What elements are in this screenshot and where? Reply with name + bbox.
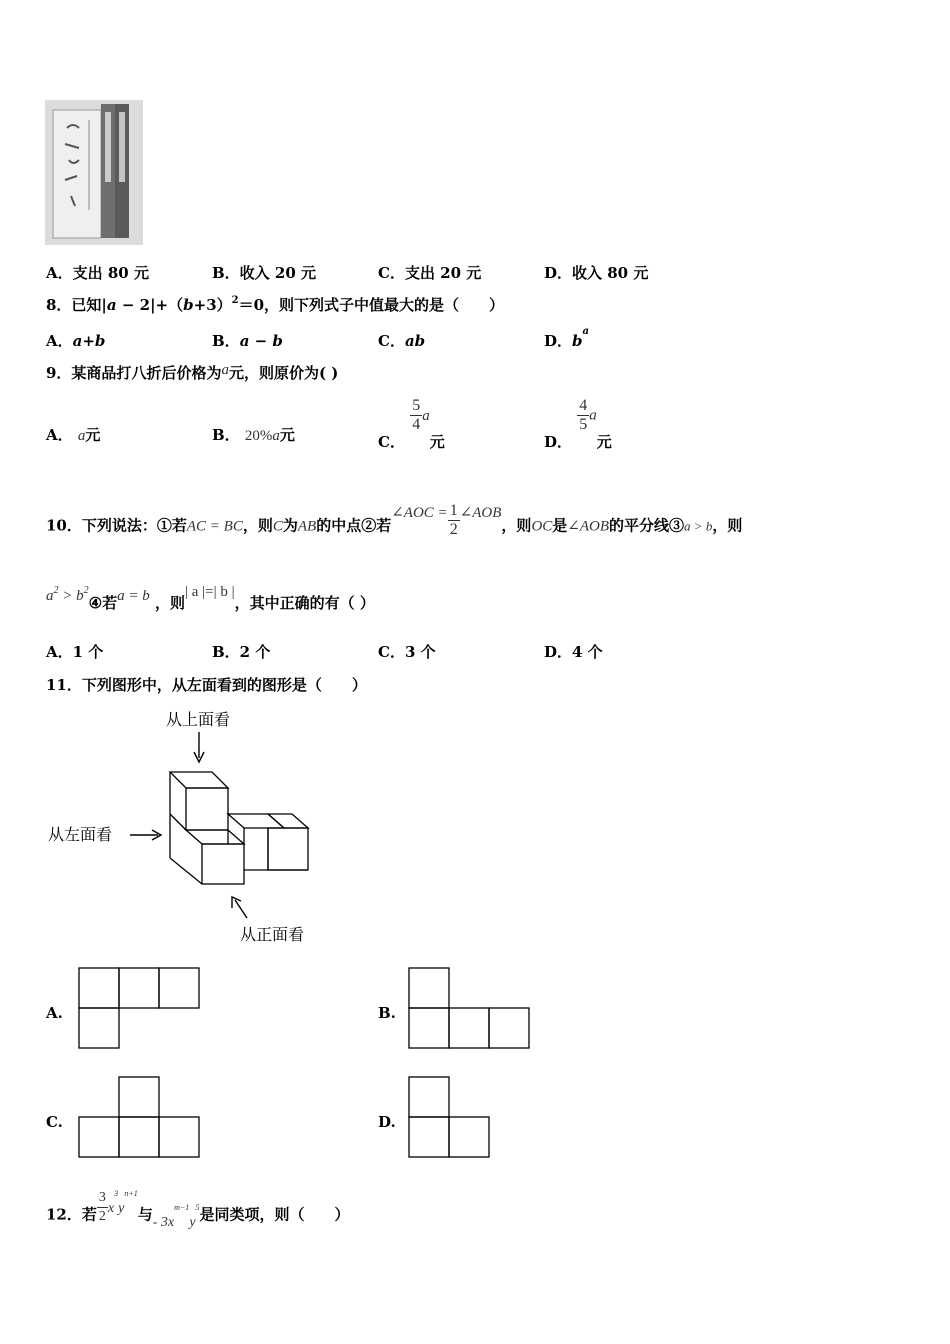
q11-option-c-figure[interactable]	[78, 1076, 204, 1160]
q8-question	[46, 296, 504, 314]
q10-frac-den: 2	[449, 521, 458, 538]
q8-var-a: a	[106, 296, 117, 314]
q10-m3: AB	[297, 518, 317, 535]
q9-option-b-value: 20%	[244, 428, 273, 444]
q11-option-b-label[interactable]: B.	[378, 1004, 396, 1022]
q8-num: 8．已知|	[46, 296, 107, 314]
q10-s5: ，则	[501, 516, 532, 535]
q12-term2: - $3x^{m-1}y^5$	[152, 1203, 200, 1230]
q11-left-label: 从左面看	[48, 825, 113, 844]
q12-post: 是同类项，则（ ）	[199, 1205, 350, 1224]
q11-option-b-figure[interactable]	[408, 967, 534, 1051]
q9-option-d-label: D．	[544, 432, 573, 451]
q10-s8: ，则	[712, 516, 743, 535]
q12-frac-num: 3	[97, 1189, 108, 1208]
q10-m1: AC = BC	[186, 518, 243, 535]
book-photo	[45, 100, 143, 245]
q10-s1: 10．下列说法：①若	[46, 516, 187, 535]
q11-option-a-label[interactable]: A.	[46, 1004, 63, 1022]
q9-option-c-fraction	[410, 397, 422, 434]
q8-option-d-label: D．	[544, 332, 573, 350]
q8-part2: +3）	[193, 296, 232, 314]
q10-frac-num: 1	[449, 502, 458, 519]
q11-cubes	[170, 772, 308, 884]
q9-option-b-unit: 元	[279, 426, 295, 444]
q8-option-b[interactable]	[212, 330, 283, 351]
q12-fraction	[97, 1189, 108, 1226]
q10-m2: C	[272, 518, 283, 535]
q9-question	[46, 364, 338, 383]
q9-option-a-unit: 元	[85, 426, 101, 444]
q8-option-c-expr: ab	[404, 332, 426, 350]
q12-frac-den: 2	[98, 1209, 106, 1224]
q9-option-b[interactable]	[212, 424, 295, 445]
q12-num: 12．若	[46, 1205, 97, 1224]
q8-option-d-base: b	[572, 332, 583, 350]
q10-l2-m4: | a |=| b |	[184, 584, 235, 600]
q9-pre: 9．某商品打八折后价格为	[46, 364, 222, 382]
q12-term1: $x^3y^{n+1}$	[107, 1189, 138, 1216]
q8-option-a[interactable]	[46, 330, 105, 351]
q11-option-a-figure[interactable]	[78, 967, 203, 1051]
q11-option-d-figure[interactable]	[408, 1076, 494, 1160]
q12-mid: 与	[137, 1205, 153, 1224]
q10-fraction	[448, 502, 460, 539]
q10-l2-s1: ④若	[88, 594, 118, 612]
q11-option-d-label[interactable]: D.	[378, 1113, 396, 1131]
q10-option-d[interactable]: D．4 个	[544, 643, 603, 661]
q9-option-c-unit: 元	[429, 432, 445, 451]
q8-part1: − 2|+（	[116, 296, 184, 314]
q8-option-b-expr: a − b	[239, 332, 283, 350]
q9-option-c-numerator: 5	[412, 397, 421, 414]
q10-m8: a > b	[684, 518, 713, 534]
q12-question	[46, 1189, 350, 1234]
q9-option-c[interactable]	[378, 397, 445, 451]
q10-line2	[46, 584, 375, 613]
q8-option-c[interactable]	[378, 330, 425, 351]
q10-l2-m3: a = b	[117, 588, 150, 604]
q10-s6: 是	[552, 516, 568, 535]
q8-option-a-expr: a+b	[72, 332, 106, 350]
q9-option-c-denominator: 4	[412, 416, 421, 433]
q7-option-d[interactable]: D．收入 80 元	[544, 264, 649, 282]
q9-var: a	[221, 362, 229, 378]
q8-option-a-label: A．	[46, 332, 73, 350]
q8-option-c-label: C．	[378, 332, 405, 350]
q9-option-d-unit: 元	[596, 432, 612, 451]
q8-part3: ＝0，则下列式子中值最大的是（ ）	[238, 296, 505, 314]
q7-option-a[interactable]: A．支出 80 元	[46, 264, 149, 282]
q10-m6: OC	[531, 518, 553, 535]
q7-option-b[interactable]: B．收入 20 元	[212, 264, 316, 282]
q9-option-d[interactable]	[544, 397, 612, 451]
q8-var-b: b	[183, 296, 194, 314]
q9-post: 元，则原价为( )	[228, 364, 339, 382]
q10-option-c[interactable]: C．3 个	[378, 643, 436, 661]
q11-option-c-label[interactable]: C.	[46, 1113, 63, 1131]
q10-m4: ∠AOC =	[391, 504, 448, 521]
q9-option-b-var: a	[272, 428, 280, 444]
q8-option-d-exp: a	[582, 326, 589, 337]
q8-exponent: 2	[231, 295, 239, 306]
q10-l2-m1: $a^2 > b^2$	[46, 585, 89, 604]
q10-line1	[46, 502, 743, 545]
q9-option-c-label: C．	[378, 432, 405, 451]
q10-l2-s2: ，则	[154, 594, 185, 612]
q9-option-d-numerator: 4	[579, 397, 588, 414]
q9-option-d-denominator: 5	[579, 416, 588, 433]
q11-cube-figure	[40, 700, 340, 950]
q8-option-b-label: B．	[212, 332, 240, 350]
q7-option-c[interactable]: C．支出 20 元	[378, 264, 482, 282]
q10-s7: 的平分线③	[609, 516, 685, 535]
q11-question: 11．下列图形中，从左面看到的图形是（ ）	[46, 676, 367, 694]
q10-s2: ，则	[242, 516, 273, 535]
q10-option-b[interactable]: B．2 个	[212, 643, 271, 661]
q10-s3: 为	[282, 516, 298, 535]
q11-front-label: 从正面看	[240, 925, 305, 944]
q11-front-arrow-line	[235, 900, 247, 918]
q9-option-b-label: B．	[212, 426, 240, 444]
q9-option-c-var: a	[422, 407, 430, 424]
q9-option-a[interactable]	[46, 424, 100, 445]
q10-m7: ∠AOB	[567, 518, 610, 535]
q10-m5: ∠AOB	[459, 504, 502, 521]
q9-option-d-var: a	[589, 407, 597, 424]
q9-option-a-label: A．	[46, 426, 73, 444]
q9-option-a-var: a	[77, 428, 86, 444]
book-photo-drawing	[45, 100, 143, 245]
q10-l2-s3: ，其中正确的有（ ）	[234, 594, 375, 612]
q10-s4: 的中点②若	[316, 516, 392, 535]
q8-option-d[interactable]	[544, 326, 589, 351]
q10-option-a[interactable]: A．1 个	[46, 643, 104, 661]
q11-top-label: 从上面看	[166, 710, 231, 729]
q9-option-d-fraction	[577, 397, 589, 434]
